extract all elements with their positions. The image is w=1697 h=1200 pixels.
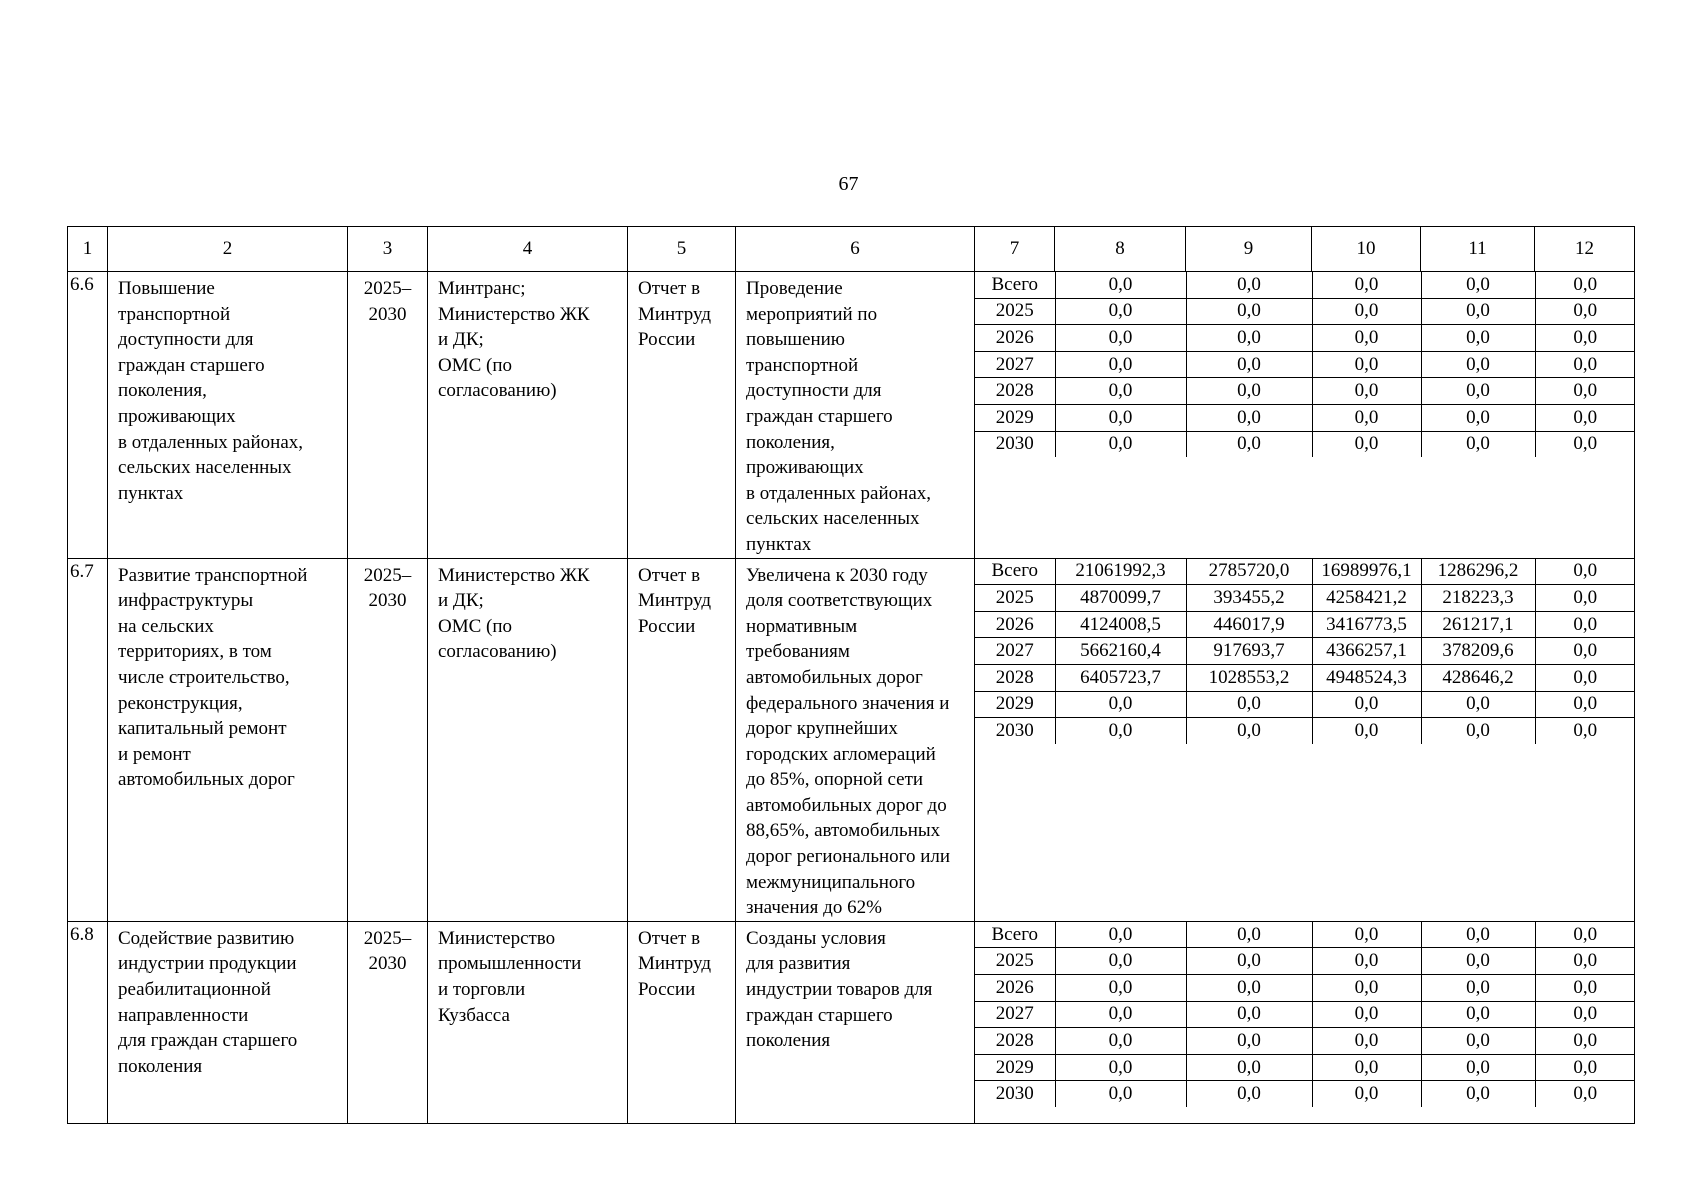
financing-value: 0,0 <box>1421 922 1535 948</box>
financing-year: 2029 <box>975 404 1055 431</box>
financing-row <box>975 559 1635 585</box>
implementation-period <box>348 272 428 559</box>
financing-row <box>975 611 1635 638</box>
financing-value: 0,0 <box>1186 1001 1312 1028</box>
expected-result-line: городских агломераций <box>746 743 936 765</box>
financing-year: 2026 <box>975 975 1055 1002</box>
financing-value: 0,0 <box>1055 404 1186 431</box>
financing-value: 0,0 <box>1535 611 1635 638</box>
measure-name-line: транспортной <box>118 303 231 325</box>
measure-name-line: капитальный ремонт <box>118 718 287 740</box>
financing-year: Всего <box>975 272 1055 298</box>
financing-value: 0,0 <box>1312 691 1421 718</box>
measure-name <box>108 921 348 1123</box>
financing-value: 0,0 <box>1186 404 1312 431</box>
financing-row <box>975 664 1635 691</box>
financing-value: 0,0 <box>1535 559 1635 585</box>
expected-result-line: сельских населенных <box>746 508 920 530</box>
expected-result-line: федерального значения и <box>746 692 950 714</box>
financing-value: 0,0 <box>1535 431 1635 457</box>
expected-result-line: дорог крупнейших <box>746 718 898 740</box>
financing-value: 1286296,2 <box>1421 559 1535 585</box>
financing-block <box>975 921 1635 1123</box>
measure-name-line: индустрии продукции <box>118 953 297 975</box>
financing-value: 0,0 <box>1186 1054 1312 1081</box>
financing-value: 0,0 <box>1186 351 1312 378</box>
measure-name <box>108 272 348 559</box>
financing-value: 0,0 <box>1312 1054 1421 1081</box>
responsible-executor-line: Министерство ЖК <box>438 564 590 586</box>
financing-value: 0,0 <box>1421 718 1535 744</box>
expected-result-line: нормативным <box>746 615 858 637</box>
measure-name-line: числе строительство, <box>118 666 290 688</box>
financing-value: 0,0 <box>1186 922 1312 948</box>
responsible-executor-line: и ДК; <box>438 590 484 612</box>
header-cell: 5 <box>628 227 736 272</box>
financing-value: 0,0 <box>1055 1001 1186 1028</box>
financing-value: 0,0 <box>1055 325 1186 352</box>
expected-result-line: индустрии товаров для <box>746 979 933 1001</box>
financing-value: 917693,7 <box>1186 638 1312 665</box>
financing-value: 0,0 <box>1535 298 1635 325</box>
financing-value: 21061992,3 <box>1055 559 1186 585</box>
financing-value: 0,0 <box>1055 922 1186 948</box>
item-number: 6.6 <box>68 272 108 559</box>
table-row <box>68 272 1635 559</box>
financing-year: 2025 <box>975 585 1055 612</box>
table-row <box>68 921 1635 1123</box>
header-cell: 10 <box>1312 227 1421 272</box>
report-form-line: Отчет в <box>638 564 701 586</box>
expected-result-line: значения до 62% <box>746 897 882 919</box>
responsible-executor-line: промышленности <box>438 953 582 975</box>
financing-value: 0,0 <box>1535 948 1635 975</box>
financing-value: 0,0 <box>1312 272 1421 298</box>
financing-value: 0,0 <box>1535 585 1635 612</box>
header-cell: 11 <box>1421 227 1535 272</box>
financing-year: Всего <box>975 559 1055 585</box>
financing-value: 0,0 <box>1186 948 1312 975</box>
expected-result-line: автомобильных дорог <box>746 666 923 688</box>
report-form <box>628 921 736 1123</box>
financing-value: 0,0 <box>1055 298 1186 325</box>
expected-result-line: пунктах <box>746 533 812 555</box>
financing-value: 0,0 <box>1186 1081 1312 1107</box>
financing-row <box>975 975 1635 1002</box>
financing-value: 0,0 <box>1535 325 1635 352</box>
expected-result-line: транспортной <box>746 354 859 376</box>
header-cell: 1 <box>68 227 108 272</box>
page-number: 67 <box>838 173 859 195</box>
financing-year: 2028 <box>975 1028 1055 1055</box>
measure-name-line: проживающих <box>118 405 236 427</box>
responsible-executor-line: Кузбасса <box>438 1004 510 1026</box>
expected-result-line: 88,65%, автомобильных <box>746 820 941 842</box>
financing-year: 2027 <box>975 638 1055 665</box>
financing-row <box>975 404 1635 431</box>
report-form-line: Минтруд <box>638 590 711 612</box>
header-cell: 4 <box>428 227 628 272</box>
measure-name-line: и ремонт <box>118 743 191 765</box>
financing-value: 0,0 <box>1312 1001 1421 1028</box>
financing-value: 0,0 <box>1055 718 1186 744</box>
measure-name-line: территориях, в том <box>118 641 272 663</box>
financing-row <box>975 1001 1635 1028</box>
financing-value: 0,0 <box>1186 1028 1312 1055</box>
measure-name-line: пунктах <box>118 482 184 504</box>
responsible-executor-line: ОМС (по <box>438 615 513 637</box>
responsible-executor-line: и ДК; <box>438 329 484 351</box>
financing-year: 2025 <box>975 948 1055 975</box>
financing-value: 261217,1 <box>1421 611 1535 638</box>
financing-value: 4124008,5 <box>1055 611 1186 638</box>
report-form-line: Минтруд <box>638 303 711 325</box>
financing-value: 0,0 <box>1312 948 1421 975</box>
responsible-executor <box>428 921 628 1123</box>
financing-value: 0,0 <box>1421 404 1535 431</box>
financing-value: 0,0 <box>1186 298 1312 325</box>
financing-value: 4870099,7 <box>1055 585 1186 612</box>
header-cell: 12 <box>1535 227 1635 272</box>
expected-result-line: дорог регионального или <box>746 846 951 868</box>
financing-year: 2028 <box>975 378 1055 405</box>
implementation-period <box>348 558 428 921</box>
measure-name-line: инфраструктуры <box>118 590 254 612</box>
financing-value: 0,0 <box>1055 1054 1186 1081</box>
implementation-period-line: 2030 <box>368 953 407 975</box>
financing-value: 0,0 <box>1535 272 1635 298</box>
expected-result-line: граждан старшего <box>746 1004 893 1026</box>
report-form-line: Минтруд <box>638 953 711 975</box>
financing-value: 0,0 <box>1421 948 1535 975</box>
financing-row <box>975 585 1635 612</box>
expected-result-line: автомобильных дорог до <box>746 794 947 816</box>
financing-value: 0,0 <box>1535 1001 1635 1028</box>
report-form-line: Отчет в <box>638 278 701 299</box>
measure-name-line: направленности <box>118 1004 249 1026</box>
financing-year: 2027 <box>975 1001 1055 1028</box>
responsible-executor-line: ОМС (по <box>438 354 513 376</box>
header-cell: 7 <box>975 227 1055 272</box>
financing-value: 0,0 <box>1421 378 1535 405</box>
financing-value: 0,0 <box>1421 1028 1535 1055</box>
financing-value: 0,0 <box>1312 1081 1421 1107</box>
financing-value: 0,0 <box>1312 922 1421 948</box>
financing-value: 0,0 <box>1055 272 1186 298</box>
measure-name-line: граждан старшего <box>118 354 265 376</box>
financing-row <box>975 691 1635 718</box>
measure-name-line: сельских населенных <box>118 457 292 479</box>
financing-year: 2025 <box>975 298 1055 325</box>
header-cell: 9 <box>1186 227 1312 272</box>
responsible-executor-line: согласованию) <box>438 641 557 663</box>
financing-value: 0,0 <box>1312 351 1421 378</box>
financing-year: 2026 <box>975 611 1055 638</box>
financing-value: 0,0 <box>1535 975 1635 1002</box>
financing-table <box>975 272 1635 457</box>
financing-value: 0,0 <box>1055 1081 1186 1107</box>
financing-year: 2029 <box>975 1054 1055 1081</box>
financing-value: 218223,3 <box>1421 585 1535 612</box>
header-cell: 8 <box>1055 227 1186 272</box>
financing-year: 2026 <box>975 325 1055 352</box>
expected-result-line: Проведение <box>746 278 843 299</box>
financing-value: 0,0 <box>1421 351 1535 378</box>
report-form <box>628 272 736 559</box>
expected-result-line: для развития <box>746 953 851 975</box>
expected-result-line: требованиям <box>746 641 850 663</box>
financing-value: 0,0 <box>1186 378 1312 405</box>
financing-value: 0,0 <box>1312 431 1421 457</box>
financing-value: 393455,2 <box>1186 585 1312 612</box>
financing-value: 428646,2 <box>1421 664 1535 691</box>
financing-value: 0,0 <box>1421 325 1535 352</box>
financing-row <box>975 351 1635 378</box>
responsible-executor-line: Министерство <box>438 927 556 949</box>
report-form-line: России <box>638 615 696 637</box>
financing-value: 0,0 <box>1535 404 1635 431</box>
measure-name-line: Повышение <box>118 278 215 299</box>
financing-value: 0,0 <box>1421 298 1535 325</box>
implementation-period-line: 2025– <box>363 278 412 299</box>
financing-value: 0,0 <box>1535 378 1635 405</box>
financing-value: 0,0 <box>1055 378 1186 405</box>
expected-result-line: мероприятий по <box>746 303 878 325</box>
implementation-period-line: 2030 <box>368 303 407 325</box>
financing-value: 0,0 <box>1421 431 1535 457</box>
financing-value: 0,0 <box>1535 351 1635 378</box>
report-form <box>628 558 736 921</box>
expected-result-line: повышению <box>746 329 845 351</box>
financing-value: 0,0 <box>1535 691 1635 718</box>
financing-value: 0,0 <box>1421 1054 1535 1081</box>
financing-value: 0,0 <box>1186 325 1312 352</box>
financing-value: 0,0 <box>1312 325 1421 352</box>
financing-row <box>975 1028 1635 1055</box>
financing-value: 0,0 <box>1312 378 1421 405</box>
expected-result-line: межмуниципального <box>746 871 916 893</box>
financing-value: 0,0 <box>1186 272 1312 298</box>
measure-name-line: реконструкция, <box>118 692 243 714</box>
financing-value: 0,0 <box>1421 1001 1535 1028</box>
financing-value: 446017,9 <box>1186 611 1312 638</box>
expected-result-line: поколения <box>746 1030 831 1052</box>
implementation-period-line: 2025– <box>363 927 412 949</box>
financing-value: 0,0 <box>1312 1028 1421 1055</box>
financing-value: 0,0 <box>1055 948 1186 975</box>
financing-year: 2030 <box>995 433 1034 455</box>
financing-row <box>975 1054 1635 1081</box>
financing-year: 2028 <box>975 664 1055 691</box>
header-cell: 3 <box>348 227 428 272</box>
financing-value: 378209,6 <box>1421 638 1535 665</box>
financing-block <box>975 558 1635 921</box>
financing-year: 2027 <box>975 351 1055 378</box>
expected-result-line: доступности для <box>746 380 882 402</box>
financing-value: 0,0 <box>1186 691 1312 718</box>
report-form-line: России <box>638 979 696 1001</box>
financing-value: 0,0 <box>1421 1081 1535 1107</box>
financing-value: 0,0 <box>1186 975 1312 1002</box>
header-row <box>68 227 1635 272</box>
financing-value: 2785720,0 <box>1186 559 1312 585</box>
financing-row <box>975 431 1635 457</box>
item-number: 6.7 <box>68 558 108 921</box>
financing-value: 0,0 <box>1535 1054 1635 1081</box>
measure-name <box>108 558 348 921</box>
measure-name-line: Содействие развитию <box>118 927 295 949</box>
financing-row <box>975 1081 1635 1107</box>
financing-value: 4948524,3 <box>1312 664 1421 691</box>
item-number: 6.8 <box>68 921 108 1123</box>
implementation-period <box>348 921 428 1123</box>
financing-value: 0,0 <box>1535 922 1635 948</box>
measure-name-line: для граждан старшего <box>118 1030 298 1052</box>
financing-value: 6405723,7 <box>1055 664 1186 691</box>
responsible-executor-line: и торговли <box>438 979 526 1001</box>
expected-result <box>736 558 975 921</box>
expected-result-line: Созданы условия <box>746 927 886 949</box>
financing-value: 0,0 <box>1421 272 1535 298</box>
measure-name-line: реабилитационной <box>118 979 271 1001</box>
financing-value: 0,0 <box>1312 718 1421 744</box>
expected-result <box>736 921 975 1123</box>
measure-name-line: в отдаленных районах, <box>118 431 304 453</box>
financing-value: 0,0 <box>1186 431 1312 457</box>
financing-block <box>975 272 1635 559</box>
financing-value: 1028553,2 <box>1186 664 1312 691</box>
expected-result-line: граждан старшего <box>746 405 893 427</box>
expected-result-line: до 85%, опорной сети <box>746 769 924 791</box>
report-form-line: России <box>638 329 696 351</box>
responsible-executor-line: Министерство ЖК <box>438 303 590 325</box>
measures-table <box>67 226 1635 1124</box>
measure-name-line: на сельских <box>118 615 214 637</box>
expected-result-line: поколения, <box>746 431 835 453</box>
financing-value: 0,0 <box>1055 1028 1186 1055</box>
financing-row <box>975 325 1635 352</box>
financing-value: 4258421,2 <box>1312 585 1421 612</box>
financing-row <box>975 922 1635 948</box>
financing-value: 0,0 <box>1312 298 1421 325</box>
financing-value: 0,0 <box>1055 351 1186 378</box>
financing-value: 0,0 <box>1535 1081 1635 1107</box>
measure-name-line: поколения, <box>118 380 207 402</box>
measure-name-line: автомобильных дорог <box>118 769 295 791</box>
financing-row <box>975 272 1635 298</box>
header-cell: 6 <box>736 227 975 272</box>
responsible-executor-line: согласованию) <box>438 380 557 402</box>
financing-value: 4366257,1 <box>1312 638 1421 665</box>
financing-value: 0,0 <box>1421 691 1535 718</box>
financing-row <box>975 378 1635 405</box>
financing-year: 2030 <box>995 1083 1034 1105</box>
implementation-period-line: 2025– <box>363 564 412 586</box>
financing-value: 0,0 <box>1535 638 1635 665</box>
financing-year: Всего <box>975 922 1055 948</box>
financing-value: 3416773,5 <box>1312 611 1421 638</box>
financing-table <box>975 559 1635 744</box>
financing-row <box>975 948 1635 975</box>
financing-year: 2030 <box>995 719 1034 741</box>
report-form-line: Отчет в <box>638 927 701 949</box>
financing-value: 0,0 <box>1312 975 1421 1002</box>
measure-name-line: поколения <box>118 1055 203 1077</box>
responsible-executor-line: Минтранс; <box>438 278 526 299</box>
expected-result-line: проживающих <box>746 457 864 479</box>
responsible-executor <box>428 558 628 921</box>
measure-name-line: доступности для <box>118 329 254 351</box>
financing-row <box>975 718 1635 744</box>
expected-result-line: доля соответствующих <box>746 590 933 612</box>
financing-value: 0,0 <box>1055 691 1186 718</box>
financing-table <box>975 922 1635 1107</box>
table-row <box>68 558 1635 921</box>
financing-value: 0,0 <box>1312 404 1421 431</box>
financing-value: 0,0 <box>1421 975 1535 1002</box>
expected-result-line: Увеличена к 2030 году <box>746 564 928 586</box>
financing-year: 2029 <box>975 691 1055 718</box>
header-cell: 2 <box>108 227 348 272</box>
financing-value: 0,0 <box>1055 975 1186 1002</box>
expected-result-line: в отдаленных районах, <box>746 482 932 504</box>
financing-value: 0,0 <box>1535 718 1635 744</box>
expected-result <box>736 272 975 559</box>
financing-value: 16989976,1 <box>1312 559 1421 585</box>
financing-value: 5662160,4 <box>1055 638 1186 665</box>
financing-value: 0,0 <box>1535 1028 1635 1055</box>
financing-value: 0,0 <box>1186 718 1312 744</box>
measure-name-line: Развитие транспортной <box>118 564 308 586</box>
financing-value: 0,0 <box>1535 664 1635 691</box>
implementation-period-line: 2030 <box>368 590 407 612</box>
responsible-executor <box>428 272 628 559</box>
financing-row <box>975 638 1635 665</box>
financing-value: 0,0 <box>1055 431 1186 457</box>
financing-row <box>975 298 1635 325</box>
